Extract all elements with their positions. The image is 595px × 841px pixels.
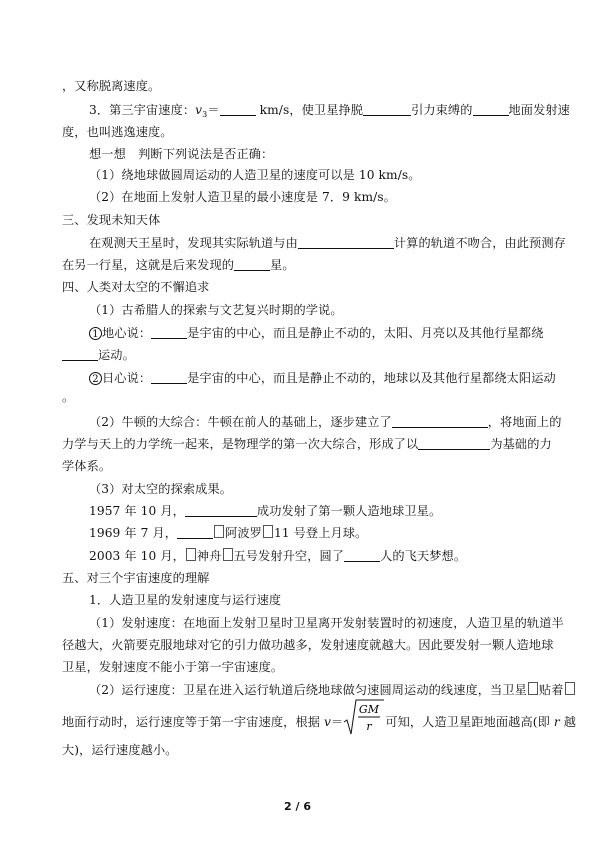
text-line [89, 525, 367, 541]
circled-number: 1 [89, 327, 102, 340]
text-span: （1）发射速度：在地面上发射卫星时卫星离开发射装置时的初速度，人造卫星的轨道半 [89, 616, 564, 630]
fill-blank[interactable] [344, 549, 380, 562]
text-line [62, 458, 111, 474]
fill-blank[interactable] [363, 103, 411, 116]
fill-blank[interactable] [418, 437, 490, 450]
text-line [62, 703, 577, 733]
text-span: 地面行动时，运行速度等于第一宇宙速度，根据 [62, 715, 325, 729]
text-span: 。 [62, 390, 75, 404]
text-span: 2003 年 10 月， [89, 549, 185, 563]
fill-blank[interactable] [151, 371, 187, 384]
text-line [62, 742, 177, 758]
text-span: 力学与天上的力学统一起来，是物理学的第一次大综合，形成了以 [62, 437, 419, 451]
text-span: 卫星，发射速度不能小于第一宇宙速度。 [62, 660, 284, 674]
text-span: 星。 [270, 258, 295, 272]
text-span: 1957 年 10 月， [89, 504, 185, 518]
text-line [89, 503, 441, 519]
text-line [89, 325, 544, 341]
variable-v: v [195, 103, 203, 117]
text-span: ＝ [207, 103, 220, 117]
text-span: （1）古希腊人的探索与文艺复兴时期的学说。 [89, 303, 343, 317]
text-span: 径越大，火箭要克服地球对它的引力做功越多，发射速度就越大。因此要发射一颗人造地球 [62, 638, 554, 652]
section-heading [62, 570, 209, 586]
fill-blank[interactable] [392, 415, 488, 428]
text-line [89, 548, 466, 564]
fill-blank[interactable] [177, 526, 213, 539]
fill-blank[interactable] [473, 103, 509, 116]
text-span: 神舟 [196, 549, 222, 563]
variable-v: v [324, 715, 332, 729]
sqrt-sign-icon [343, 698, 385, 738]
missing-glyph-icon [223, 548, 233, 561]
text-span: 地心说： [102, 326, 152, 340]
text-line [62, 257, 295, 273]
text-span: （1）绕地球做圆周运动的人造卫星的速度可以是 10 km/s。 [89, 168, 421, 182]
text-line [89, 481, 232, 497]
text-line [89, 302, 343, 318]
text-span: 在观测天王星时，发现其实际轨道与由 [89, 236, 298, 250]
text-span: 日心说： [102, 371, 152, 385]
text-span: 在另一行星，这就是后来发现的 [62, 258, 235, 272]
text-line [62, 659, 283, 675]
text-line [62, 637, 554, 653]
text-span: 阿波罗 [225, 526, 262, 540]
text-span: 11 号登上月球。 [273, 526, 368, 540]
text-span: 五号发射升空，圆了 [233, 549, 345, 563]
text-span: ，又称脱离速度。 [62, 79, 161, 93]
text-span: 三、发现未知天体 [62, 213, 161, 227]
text-line [89, 615, 564, 631]
text-span: 1．人造卫星的发射速度与运行速度 [89, 593, 282, 607]
text-line [89, 370, 556, 386]
formula-numerator: GM [359, 703, 380, 716]
text-span: 1969 年 7 月， [89, 526, 178, 540]
missing-glyph-icon [214, 525, 224, 538]
fill-blank[interactable] [151, 326, 187, 339]
missing-glyph-icon [186, 548, 196, 561]
missing-glyph-icon [565, 682, 575, 695]
text-span: 可知，人造卫星距地面越高(即 [385, 715, 554, 729]
text-line [89, 102, 570, 123]
missing-glyph-icon [528, 682, 538, 695]
text-span: 四、人类对太空的不懈追求 [62, 280, 210, 294]
text-span: 五、对三个宇宙速度的理解 [62, 571, 210, 585]
text-line [62, 436, 552, 452]
text-span: 计算的轨道不吻合，由此预测存 [393, 236, 566, 250]
variable-r: r [553, 715, 560, 729]
text-span: 越 [559, 715, 577, 729]
text-line [89, 414, 562, 430]
text-line [89, 592, 281, 608]
text-line [89, 189, 396, 205]
text-span: 贴着 [538, 683, 564, 697]
missing-glyph-icon [263, 525, 273, 538]
text-line [62, 347, 135, 363]
fill-blank[interactable] [185, 504, 257, 517]
text-span: 引力束缚的 [411, 103, 473, 117]
text-line [62, 124, 173, 140]
text-span: km/s，使卫星挣脱 [255, 103, 364, 117]
text-line [89, 146, 273, 162]
text-line [62, 78, 160, 94]
text-span: 想一想 判断下列说法是否正确： [89, 147, 274, 161]
text-span: （2）运行速度：卫星在进入运行轨道后绕地球做匀速圆周运动的线速度，当卫星 [89, 683, 527, 697]
text-span: （3）对太空的探索成果。 [89, 482, 233, 496]
text-span: 大)，运行速度越小。 [62, 743, 178, 757]
fill-blank[interactable] [298, 236, 394, 249]
text-span: 度，也叫逃逸速度。 [62, 125, 173, 139]
text-span: 是宇宙的中心，而且是静止不动的，太阳、月亮以及其他行星都绕 [187, 326, 544, 340]
text-span: ＝ [331, 715, 344, 729]
section-heading [62, 279, 209, 295]
circled-number: 2 [89, 372, 102, 385]
text-line [89, 235, 566, 251]
text-span: 为基础的力 [490, 437, 552, 451]
text-span: ，将地面上的 [487, 415, 562, 429]
fill-blank[interactable] [234, 258, 270, 271]
sqrt-formula [343, 703, 385, 733]
text-span: 运动。 [98, 348, 135, 362]
subscript: 3 [202, 110, 208, 119]
text-line [62, 389, 74, 405]
fill-blank[interactable] [62, 348, 98, 361]
fill-blank[interactable] [220, 103, 256, 116]
text-span: 学体系。 [62, 459, 112, 473]
text-span: （2）牛顿的大综合：牛顿在前人的基础上，逐步建立了 [89, 415, 392, 429]
formula-denominator: r [366, 720, 372, 733]
text-span: 3．第三宇宙速度： [89, 103, 196, 117]
text-span: 地面发射速 [508, 103, 570, 117]
section-heading [62, 212, 160, 228]
text-span: （2）在地面上发射人造卫星的最小速度是 7．9 km/s。 [89, 190, 396, 204]
text-line [89, 682, 576, 698]
text-span: 人的飞天梦想。 [380, 549, 467, 563]
page-number: 2 / 6 [284, 800, 311, 813]
text-span: 是宇宙的中心，而且是静止不动的，地球以及其他行星都绕太阳运动 [187, 371, 556, 385]
text-span: 成功发射了第一颗人造地球卫星。 [256, 504, 442, 518]
text-line [89, 167, 421, 183]
